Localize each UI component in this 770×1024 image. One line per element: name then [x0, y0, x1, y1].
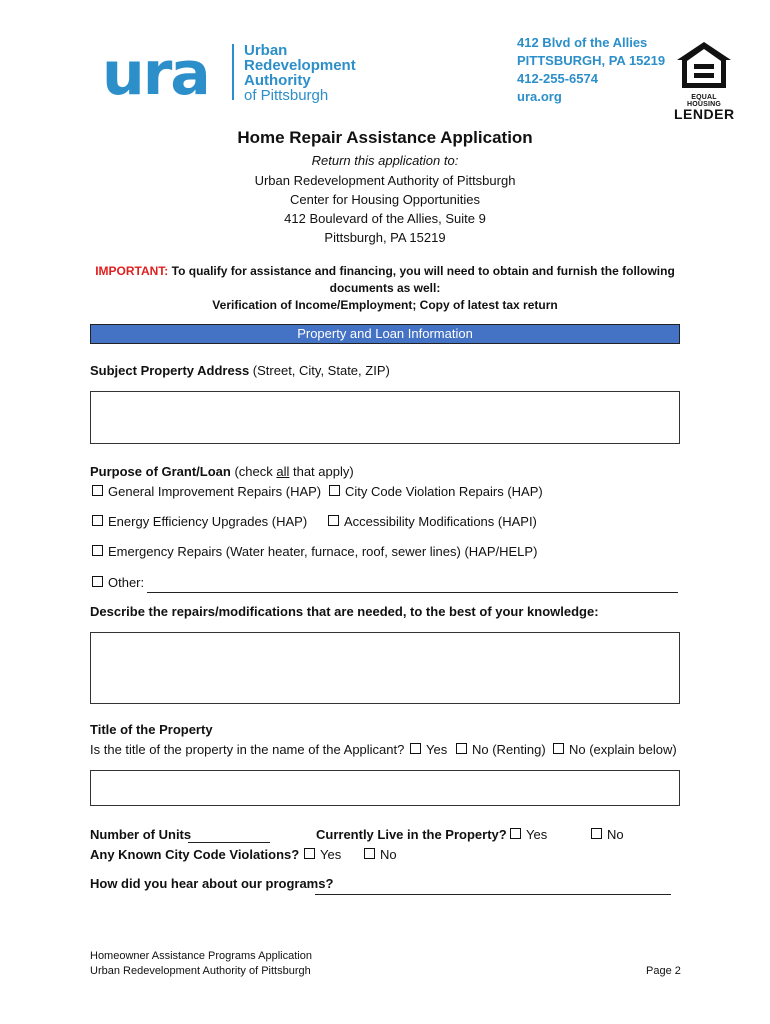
units-input-line[interactable] — [188, 842, 270, 843]
return-address-line: Center for Housing Opportunities — [289, 192, 481, 207]
ura-logo-mark: ura — [102, 39, 209, 109]
contact-phone: 412-255-6574 — [517, 71, 598, 86]
other-input-line[interactable] — [147, 592, 678, 593]
violations-no-option[interactable] — [364, 847, 397, 862]
equal-housing-lender-logo — [674, 40, 734, 121]
title-property-question: Is the title of the property in the name of the Applicant? — [90, 742, 405, 757]
option-general-improvement[interactable] — [92, 484, 321, 499]
equal-housing-icon — [675, 40, 733, 90]
return-to-label: Return this application to: — [311, 153, 459, 168]
checkbox[interactable] — [553, 743, 564, 754]
option-emergency-repairs[interactable] — [92, 544, 537, 559]
describe-label: Describe the repairs/modifications that are needed, to the best of your knowledge: — [90, 604, 599, 619]
checkbox[interactable] — [304, 848, 315, 859]
subject-address-field[interactable] — [90, 391, 680, 444]
violations-label: Any Known City Code Violations? — [90, 847, 300, 862]
important-label: IMPORTANT: — [95, 264, 169, 278]
footer-line-1: Homeowner Assistance Programs Application — [90, 950, 312, 962]
purpose-label-bold: Purpose of Grant/Loan — [90, 464, 231, 479]
hear-input-line[interactable] — [315, 894, 671, 895]
return-address-line: Urban Redevelopment Authority of Pittsburgh — [254, 173, 516, 188]
violations-yes-option[interactable] — [304, 847, 341, 862]
purpose-hint-all: all — [276, 464, 290, 479]
section-header-property-loan: Property and Loan Information — [90, 324, 680, 344]
contact-block — [517, 34, 665, 106]
footer-left — [90, 949, 312, 979]
checkbox[interactable] — [456, 743, 467, 754]
title-no-explain-label: No (explain below) — [569, 742, 677, 757]
contact-address: 412 Blvd of the Allies — [517, 35, 648, 50]
checkbox[interactable] — [328, 515, 339, 526]
contact-website: ura.org — [517, 89, 562, 104]
checkbox[interactable] — [92, 545, 103, 556]
important-text-2: documents as well: — [329, 281, 441, 295]
live-yes-option[interactable] — [510, 827, 547, 842]
option-other[interactable] — [92, 575, 144, 590]
title-yes-option[interactable] — [410, 742, 447, 757]
title-property-heading: Title of the Property — [90, 722, 213, 737]
page-number: Page 2 — [646, 965, 681, 977]
footer-line-2: Urban Redevelopment Authority of Pittsburgh — [90, 965, 311, 977]
important-notice — [0, 263, 770, 314]
live-yes-label: Yes — [526, 827, 548, 842]
purpose-hint-post: that apply) — [289, 464, 354, 479]
live-no-label: No — [607, 827, 624, 842]
option-city-code-violation-label: City Code Violation Repairs (HAP) — [345, 484, 543, 499]
important-text-1: To qualify for assistance and financing, you will need to obtain and furnish the following — [168, 264, 675, 278]
important-text-3: Verification of Income/Employment; Copy of latest tax return — [212, 298, 558, 312]
option-emergency-repairs-label: Emergency Repairs (Water heater, furnace, roof, sewer lines) (HAP/HELP) — [108, 544, 538, 559]
violations-no-label: No — [380, 847, 397, 862]
purpose-hint-pre: (check — [230, 464, 277, 479]
logo-divider — [232, 44, 234, 100]
checkbox[interactable] — [410, 743, 421, 754]
option-general-improvement-label: General Improvement Repairs (HAP) — [108, 484, 322, 499]
title-no-explain-option[interactable] — [553, 742, 677, 757]
checkbox[interactable] — [364, 848, 375, 859]
title-explain-field[interactable] — [90, 770, 680, 806]
option-other-label: Other: — [108, 575, 145, 590]
option-energy-efficiency[interactable] — [92, 514, 307, 529]
hear-label: How did you hear about our programs? — [90, 876, 334, 891]
option-accessibility-label: Accessibility Modifications (HAPI) — [344, 514, 537, 529]
subject-address-label-bold: Subject Property Address — [90, 363, 250, 378]
eho-caption-lender: LENDER — [674, 106, 735, 122]
option-city-code-violation[interactable] — [329, 484, 543, 499]
return-address-line: 412 Boulevard of the Allies, Suite 9 — [284, 211, 486, 226]
logo-line-authority: Authority — [244, 72, 311, 89]
option-accessibility[interactable] — [328, 514, 537, 529]
option-energy-efficiency-label: Energy Efficiency Upgrades (HAP) — [108, 514, 308, 529]
page-title: Home Repair Assistance Application — [237, 128, 533, 147]
return-address — [0, 171, 770, 247]
subject-address-hint: (Street, City, State, ZIP) — [249, 363, 390, 378]
title-no-renting-label: No (Renting) — [472, 742, 546, 757]
return-address-line: Pittsburgh, PA 15219 — [324, 230, 446, 245]
subject-address-label — [90, 363, 390, 378]
logo-line-urban: Urban — [244, 42, 288, 59]
eho-caption-top: EQUAL HOUSING — [686, 94, 722, 108]
logo-line-redevelopment: Redevelopment — [244, 57, 356, 74]
checkbox[interactable] — [329, 485, 340, 496]
checkbox[interactable] — [92, 485, 103, 496]
live-no-option[interactable] — [591, 827, 624, 842]
units-label: Number of Units — [90, 827, 192, 842]
contact-city: PITTSBURGH, PA 15219 — [517, 53, 666, 68]
checkbox[interactable] — [92, 576, 103, 587]
important-line-1 — [0, 263, 770, 280]
checkbox[interactable] — [92, 515, 103, 526]
checkbox[interactable] — [510, 828, 521, 839]
checkbox[interactable] — [591, 828, 602, 839]
purpose-label — [90, 464, 354, 479]
logo-line-pittsburgh: of Pittsburgh — [244, 87, 329, 104]
title-no-renting-option[interactable] — [456, 742, 546, 757]
title-yes-label: Yes — [426, 742, 448, 757]
describe-repairs-field[interactable] — [90, 632, 680, 704]
violations-yes-label: Yes — [320, 847, 342, 862]
live-label: Currently Live in the Property? — [316, 827, 507, 842]
ura-logo-text — [244, 43, 356, 103]
